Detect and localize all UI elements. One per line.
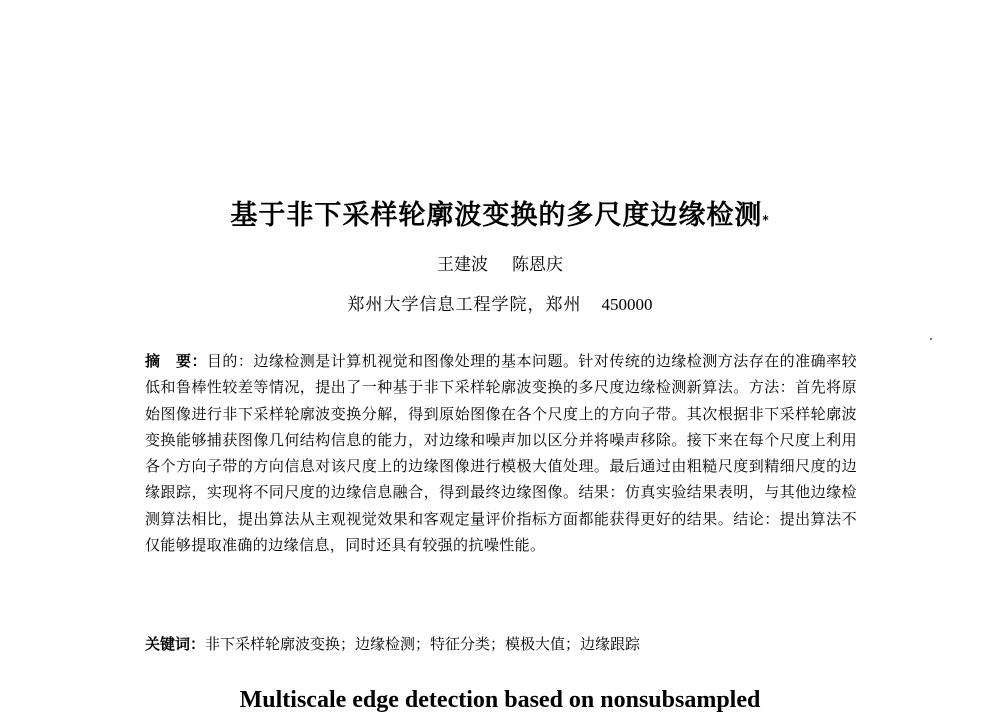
paper-title bbox=[0, 196, 1000, 236]
abstract-label: 摘 要： bbox=[145, 352, 207, 370]
title-footnote-mark: * bbox=[762, 213, 770, 227]
author-name: 王建波 bbox=[437, 255, 488, 275]
author-list bbox=[0, 252, 1000, 278]
abstract bbox=[145, 348, 857, 558]
keywords bbox=[145, 631, 857, 657]
postal-code: 450000 bbox=[601, 295, 653, 314]
affiliation bbox=[0, 291, 1000, 319]
scan-speck bbox=[930, 338, 932, 340]
keywords-text: 非下采样轮廓波变换；边缘检测；特征分类；模极大值；边缘跟踪 bbox=[205, 635, 641, 653]
affiliation-text: 郑州大学信息工程学院，郑州 bbox=[347, 295, 582, 315]
abstract-text: 目的：边缘检测是计算机视觉和图像处理的基本问题。针对传统的边缘检测方法存在的准确率较低和鲁棒性较差等情况，提出了一种基于非下采样轮廓波变换的多尺度边缘检测新算法。方法：首先将原始图像进行非下采样轮廓波变换分解，得到原始图像在各个尺度上的方向子带。其次根据非下采样轮廓波变换能够捕获图像几何结构信息的能力，对边缘和噪声加以区分并将噪声移除。接下来在每个尺度上利用各个方向子带的方向信息对该尺度上的边缘图像进行模极大值处理。最后通过由粗糙尺度到精细尺度的边缘跟踪，实现将不同尺度的边缘信息融合，得到最终边缘图像。结果：仿真实验结果表明，与其他边缘检测算法相比，提出算法从主观视觉效果和客观定量评价指标方面都能获得更好的结果。结论：提出算法不仅能够提取准确的边缘信息，同时还具有较强的抗噪性能。 bbox=[145, 352, 857, 555]
english-title: Multiscale edge detection based on nonsubsampled bbox=[239, 687, 761, 713]
keywords-label: 关键词： bbox=[145, 635, 206, 653]
paper-title-text: 基于非下采样轮廓波变换的多尺度边缘检测 bbox=[230, 200, 763, 231]
author-name: 陈恩庆 bbox=[512, 255, 563, 275]
